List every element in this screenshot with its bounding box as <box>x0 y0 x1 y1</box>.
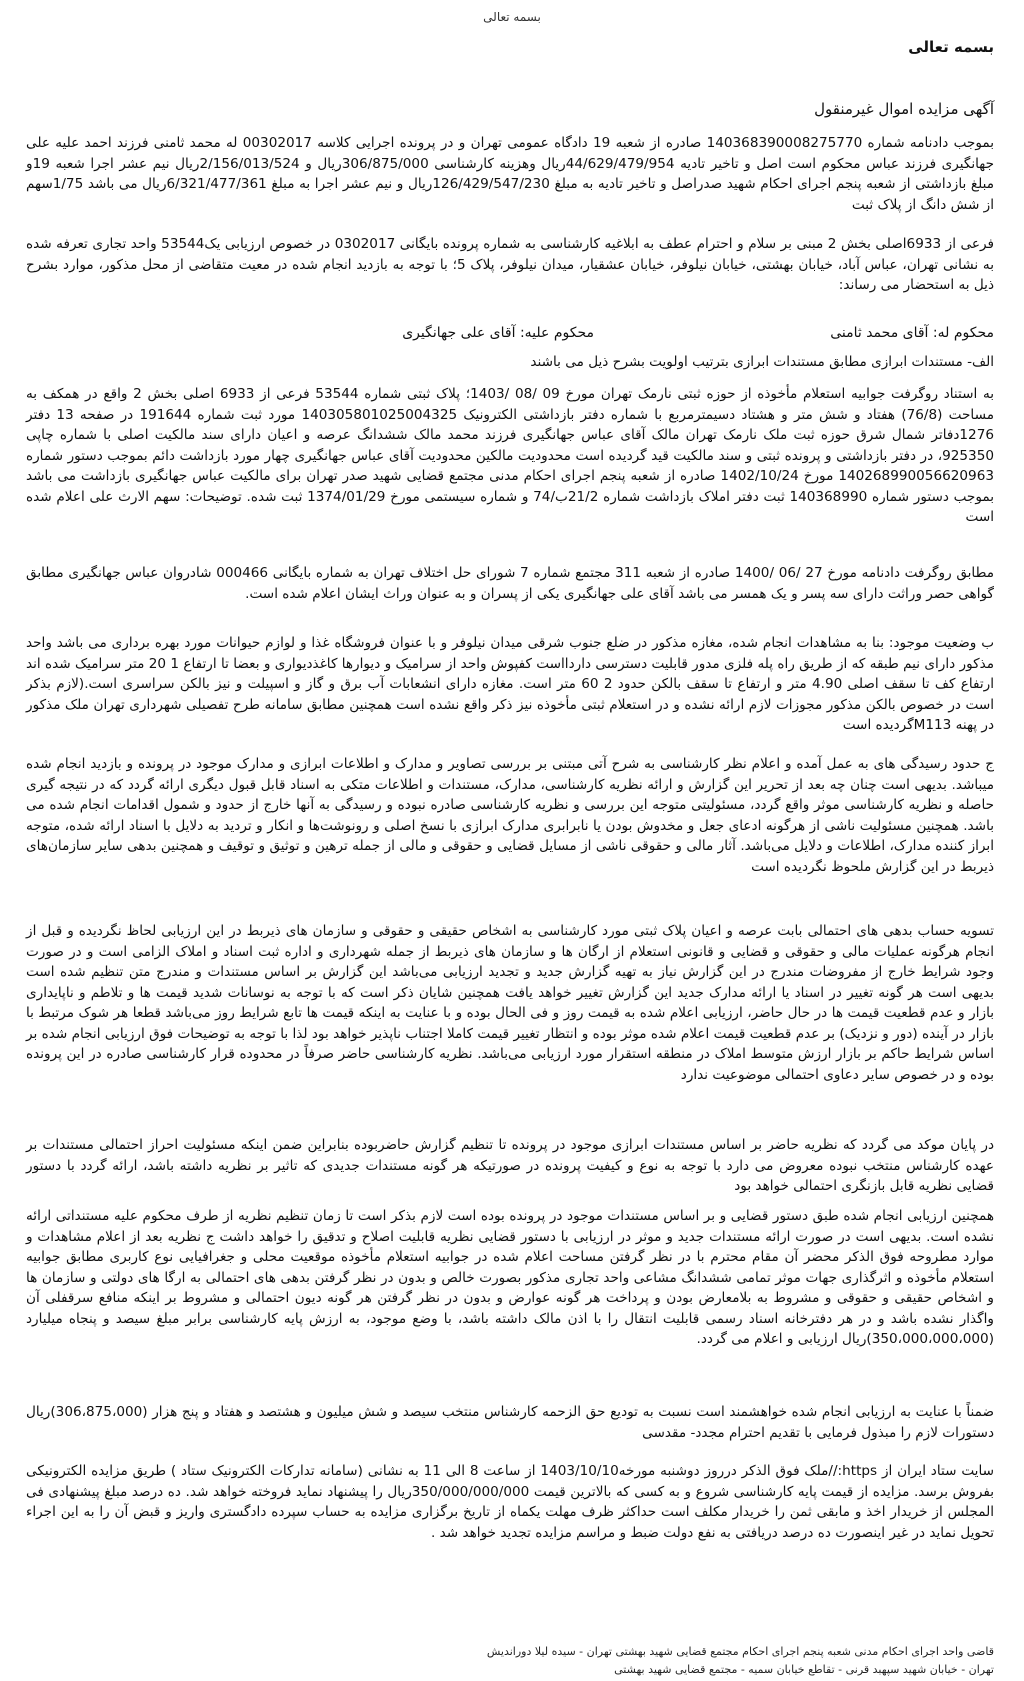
paragraph-valuation: همچنین ارزیابی انجام شده طبق دستور قضایی و بر اساس مستندات موجود در پرونده بوده است لازم بذکر است تا زمان تنظیم نظریه از طرف محکوم علیه مستنداتی ارائه نشده است. بدیهی است در صورت ارائه مستندات جدید و موثر در ارزیابی با دستور قضایی نظریه قابلیت اصلاح و تدقیق را خواهد داشت ج نظریه بعد از اعلام مشاهدات و موارد مطروحه فوق الذکر محضر آن مقام محترم با در نظر گرفتن مساحت اعلام شده در جوابیه استعلام مأخوذه موقعیت محلی و جغرافیایی نوع کاربری مطابق جوابیه استعلام مأخوذه و اثرگذاری جهات موثر تمامی ششدانگ مشاعی واحد تجاری مذکور بصورت خالص و بدون در نظر گرفتن بدهی های احتمالی به ارگا های دولتی و سازمان ها و اشخاص حقیقی و حقوقی و مشروط به بلامعارض بودن و پرداخت هر گونه عوارض و بدون در نظر گرفتن هر گونه دیون احتمالی و مشروط بر اینکه منافع سرقفلی آن واگذار نشده باشد و در هر دفترخانه اسناد رسمی قابلیت انتقال را با اذن مالک داشته باشد، با وضع موجود، به ارزش پایه کارشناسی برابر مبلغ سیصد و پنجاه میلیارد (350،000،000،000)ریال ارزیابی و اعلام می گردد. <box>26 1208 994 1347</box>
paragraph-auction-terms: سایت ستاد ایران از https://ملک فوق الذکر درروز دوشنبه مورخه1403/10/10 از ساعت 8 الی 11 به نشانی (سامانه تدارکات الکترونیک ستاد ) طریق مزایده الکترونیکی بفروش برسد. مزایده از قیمت پایه کارشناسی شروع و به کسی که بالاترین قیمت 350/000/000/000ریال را پیشنهاد نماید فروخته خواهد شد. ده درصد مبلغ پیشنهادی فی المجلس از خریدار اخذ و مابقی ثمن را خریدار مکلف است حداکثر ظرف مهلت یکماه از تاریخ برگزاری مزایده به حساب سپرده دادگستری واریز و قبض آن را به این اجراء تحویل نماید در غیر اینصورت ده درصد دریافتی به نفع دولت ضبط و مراسم مزایده تجدید خواهد شد . <box>26 1463 994 1541</box>
paragraph-registry: به استناد روگرفت جوابیه استعلام مأخوذه از حوزه ثبتی نارمک تهران مورخ 09 /08 /1403؛ پلاک ثبتی شماره 53544 فرعی از 6933 اصلی بخش 2 واقع در همکف به مساحت (76/8) هفتاد و شش متر و هشتاد دسیمترمربع با شماره دفتر بازداشتی الکترونیک 140305801025004325 مورد ثبت شماره 191644 در صفحه 13 دفتر 1276دفاتر شمال شرق حوزه ثبت ملک نارمک تهران مالک آقای عباس جهانگیری فرزند محمد مالک ششدانگ عرصه و اعیان دارای سند مالکیت اصلی با شماره چاپی 925350، در دفتر بازداشتی و پرونده ثبتی و سند مالکیت قید گردیده است محدودیت مالکین محدودیت آقای عباس جهانگیری چهار مورد بازداشت دائم بموجب دستور شماره 140268990056620963 مورخ 1402/10/24 صادره از شعبه پنجم اجرای احکام مدنی مجتمع قضایی شهید صدر تهران برای مالکیت عباس جهانگیری بازداشت می باشد بموجب دستور شماره 140368990 ثبت دفتر املاک بازداشت شماره 21/2ب/74 و شماره سیستمی مورخ 1374/01/29 ثبت شده. توضیحات: سهم الارث علی اعلام شده است <box>26 386 995 525</box>
paragraph-documents-heading: الف- مستندات ابرازی مطابق مستندات ابرازی بترتیب اولویت بشرح ذیل می باشند <box>530 354 994 370</box>
paragraph-conclusion: در پایان موکد می گردد که نظریه حاضر بر اساس مستندات ابرازی موجود در پرونده تا تنظیم گزارش حاضربوده بنابراین ضمن اینکه مسئولیت احراز احتمالی مستندات بر عهده کارشناس منتخب نبوده معروض می دارد با توجه به نوع و کیفیت پرونده در صورتیکه هر گونه مستندات جدیدی که تاثیر بر نظریه داشته باشد، ارائه گردد با دستور قضایی نظریه قابل بازنگری احتمالی خواهد بود <box>26 1137 994 1194</box>
footer-signature: قاضی واحد اجرای احکام مدنی شعبه پنجم اجرای احکام مجتمع قضایی شهید بهشتی تهران - سیده لیلا دورانديش <box>486 1645 994 1658</box>
paragraph-scope: ج حدود رسیدگی های به عمل آمده و اعلام نظر کارشناسی به شرح آتی مبتنی بر بررسی تصاویر و مدارک و اطلاعات ابرازی و مدارک موجود در پرونده و بازدید انجام شده میباشد. بدیهی است چنان چه بعد از تحریر این گزارش و ارائه نظریه کارشناسی، مدارک، مستندات و اطلاعات متکی به اسناد قابل قبول دیگری ارائه گردد که در نتیجه گیری حاصله و نظریه کارشناسی موثر واقع گردد، مسئولیتی متوجه این بررسی و نظریه کارشناسی صادره نبوده و رسیدگی به آنها خارج از حدود و شمول اقدامات انجام شده می باشد. همچنین مسئولیت ناشی از هرگونه ادعای جعل و مخدوش بودن یا نابرابری مدارک ابرازی با نسخ اصلی و رونوشت‌ها و انکار و تردید به دلایل با اسناد ارائه شده، متوجه ابراز کننده مدارک، اطلاعات و دلایل می‌باشد. آثار مالی و حقوقی ناشی از مسایل قضایی و حقوقی و مالی از جمله ترهین و توثیق و توقیف و همچنین بدهی سایر سازمان‌های ذیربط در این گزارش ملحوظ نگردیده است <box>26 756 994 875</box>
paragraph-fee: ضمناً با عنایت به ارزیابی انجام شده خواهشمند است نسبت به تودیع حق الزحمه کارشناس منتخب سیصد و شش میلیون و هشتصد و هفتاد و پنج هزار (306،875،000)ریال دستورات لازم را مبذول فرمایی با تقدیم احترام مجدد- مقدسی <box>26 1404 994 1441</box>
header-title: بسمه تعالی <box>908 38 994 56</box>
header-small: بسمه تعالی <box>483 10 541 24</box>
defendant-label: محکوم علیه: آقای علی جهانگیری <box>402 325 594 341</box>
paragraph-debts: تسویه حساب بدهی های احتمالی بابت عرصه و اعیان پلاک ثبتی مورد کارشناسی به اشخاص حقیقی و حقوقی و سازمان های ذیربط در این ارزیابی لحاظ نگردیده و قبل از انجام هرگونه عملیات مالی و حقوقی و قضایی و قانونی استعلام از ارگان ها و سازمان های ذیربط از جمله شهرداری و اداره ثبت اسناد و املاک الزامی است و در صورت وجود شرایط خارج از مفروضات مندرج در این گزارش نیاز به تهیه گزارش جدید و تجدید ارزیابی می‌باشد این گزارش بر اساس مستندات و مندرج متن تنظیم شده است بدیهی است هر گونه تغییر در اسناد یا ارائه مدارک جدید این گزارش تغییر خواهد یافت همچنین شایان ذکر است که با توجه به نوسانات شدید قیمت ها و تلاطم و ناپایداری بازار و عدم قطعیت قیمت ها در حال حاضر، ارزیابی اعلام شده به قیمت روز و فی الحال بوده و با عنایت به اینکه قیمت ها تابع شرایط روز می‌باشد قطعا هر شوک مرتبط با بازار در آینده (دور و نزدیک) بر عدم قطعیت قیمت اعلام شده موثر بوده و انتظار تغییر قیمت کاملا اجتناب ناپذیر خواهد بود لذا با توجه به توضیحات فوق ارزیابی انجام شده بر اساس شرایط حاکم بر بازار ارزش متوسط املاک در منطقه استقرار مورد ارزیابی می‌باشد. نظریه کارشناسی حاضر صرفاً در محدوده قرار کارشناسی صادره در این پرونده بوده و در خصوص سایر دعاوی احتمالی موضوعیت ندارد <box>26 923 994 1083</box>
plaintiff-label: محکوم له: آقای محمد ثامنی <box>830 325 994 341</box>
footer-address: تهران - خیابان شهید سپهبد قرنی - تقاطع خیابان سمیه - مجتمع قضایی شهید بهشتی <box>614 1663 994 1676</box>
paragraph-expert-intro: فرعی از 6933اصلی بخش 2 مبنی بر سلام و احترام عطف به ابلاغیه کارشناسی به شماره پرونده بایگانی 0302017 در خصوص ارزیابی یک53544 واحد تجاری تعرفه شده به نشانی تهران، عباس آباد، خیابان بهشتی، خیابان نیلوفر، خیابان عشقیار، میدان نیلوفر، پلاک 5؛ با توجه به بازدید انجام شده در معیت متقاضی از محل مذکور، موارد بشرح ذیل به استحضار می رساند: <box>26 236 995 293</box>
paragraph-ruling: بموجب دادنامه شماره 140368390008275770 صادره از شعبه 19 دادگاه عمومی تهران و در پرونده اجرایی کلاسه 00302017 له محمد ثامنی فرزند احمد علیه علی جهانگیری فرزند عباس محکوم است اصل و تاخیر تادیه 44/629/479/954ریال وهزینه کارشناسی 306/875/000ریال و 2/156/013/524ریال نیم عشر اجرا شعبه 19و مبلغ بازداشتی از شعبه پنجم اجرای احکام شهید صدراصل و تاخیر تادیه به مبلغ 126/429/547/230ریال و نیم عشر اجرا به مبلغ 6/321/477/361ریال می باشد 1/75سهم از شش دانگ از پلاک ثبت <box>26 135 995 213</box>
paragraph-current-status: ب وضعیت موجود: بنا به مشاهدات انجام شده، مغازه مذکور در ضلع جنوب شرقی میدان نیلوفر و با عنوان فروشگاه غذا و لوازم حیوانات مورد بهره برداری می باشد واحد مذکور دارای نیم طبقه که از طریق راه پله فلزی مدور قابلیت دسترسی داردااست کفپوش واحد از سرامیک و دیوارها کاغذدیواری و بعضا تا ارتفاع 1 20 متر سرامیک شده اند ارتفاع کف تا سقف اصلی 4.90 متر و ارتفاع تا سقف بالکن حدود 2 60 متر است. مغازه دارای انشعابات آب برق و گاز و اسپیلت و نیز بالکن سراسری است.(لازم بذکر است در خصوص بالکن مذکور مجوزات لازم ارائه نشده و در استعلام ثبتی مأخوذه نیز ذکر واقع نشده است همچنین مطابق سامانه طرح تفصیلی شهرداری تهران ملک مذکور در پهنه M113گردیده است <box>26 635 994 733</box>
paragraph-inheritance: مطابق روگرفت دادنامه مورخ 27 /06 /1400 صادره از شعبه 311 مجتمع شماره 7 شورای حل اختلاف تهران به شماره بایگانی 000466 شادروان عباس جهانگیری مطابق گواهی حصر وراثت دارای سه پسر و یک همسر می باشد آقای علی جهانگیری یکی از پسران و به عنوان وراث ایشان اعلام شده است. <box>26 565 995 602</box>
notice-title: آگهی مزایده اموال غیرمنقول <box>814 100 994 118</box>
